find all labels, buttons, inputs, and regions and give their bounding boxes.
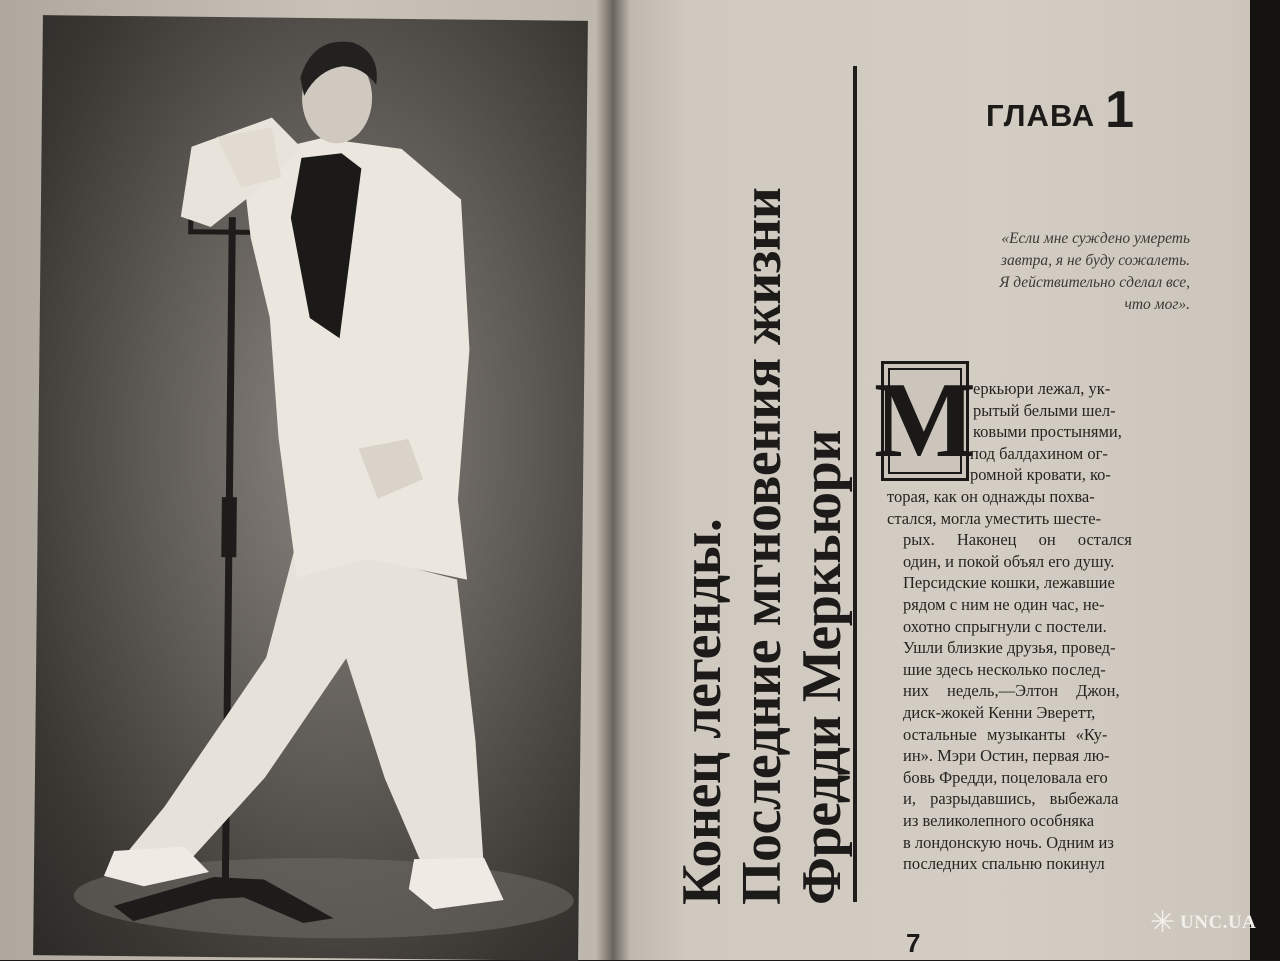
- title-line-2: Последние мгновения жизни: [731, 187, 793, 905]
- body-line: Персидские кошки, лежавшие: [903, 573, 1115, 593]
- body-line: охотно спрыгнули с постели.: [903, 616, 1107, 636]
- epigraph-line: завтра, я не буду сожалеть.: [1000, 252, 1190, 269]
- watermark: UNC.UA: [1180, 912, 1257, 933]
- body-line: в лондонскую ночь. Одним из: [903, 832, 1114, 852]
- title-line-3: Фредди Меркьюри: [791, 430, 853, 905]
- book-gutter: [596, 0, 630, 960]
- body-line: рядом с ним не один час, не-: [903, 595, 1105, 614]
- epigraph-line: «Если мне суждено умереть: [1001, 230, 1190, 247]
- epigraph-line: Я действительно сделал все,: [999, 274, 1190, 291]
- body-line: под балдахином ог-: [970, 443, 1108, 463]
- chapter-label: ГЛАВА: [986, 98, 1096, 133]
- body-line: диск-жокей Кенни Эверетт,: [903, 703, 1096, 722]
- background-edge: [1250, 0, 1280, 960]
- title-rule: [853, 66, 857, 902]
- epigraph-line: что мог».: [1124, 296, 1190, 313]
- chapter-heading: [986, 76, 1135, 139]
- body-line: еркьюри лежал, ук-: [973, 379, 1111, 398]
- body-line: из великолепного особняка: [903, 811, 1095, 830]
- body-line: ромной кровати, ко-: [970, 465, 1111, 485]
- body-line: бовь Фредди, поцеловала его: [903, 767, 1108, 787]
- photo-figure: [33, 15, 588, 961]
- watermark-star-icon: ✳: [1150, 906, 1176, 939]
- body-line: последних спальню покинул: [903, 854, 1105, 874]
- chapter-title: [672, 35, 852, 905]
- drop-cap: [874, 361, 976, 481]
- body-line: ин». Мэри Остин, первая лю-: [903, 746, 1110, 766]
- body-line: рытый белыми шел-: [973, 400, 1116, 420]
- body-line: и, разрыдавшись, выбежала: [903, 789, 1119, 809]
- title-line-1: Конец легенды.: [671, 518, 733, 905]
- left-page: [0, 0, 612, 960]
- body-line: шие здесь несколько послед-: [903, 659, 1106, 679]
- body-line: стался, могла уместить шесте-: [887, 508, 1102, 528]
- body-line: Ушли близкие друзья, провед-: [903, 638, 1116, 658]
- chapter-number: 1: [1105, 81, 1135, 139]
- body-line: рых. Наконец он остался: [903, 530, 1132, 550]
- photograph: [33, 15, 588, 961]
- epigraph: [870, 228, 1190, 316]
- body-line: торая, как он однажды похва-: [887, 487, 1095, 506]
- body-line: остальные музыканты «Ку-: [903, 724, 1108, 744]
- body-line: них недель,—Элтон Джон,: [903, 681, 1120, 701]
- body-line: ковыми простынями,: [973, 422, 1122, 442]
- drop-cap-letter: М: [874, 361, 976, 480]
- body-line: один, и покой объял его душу.: [903, 551, 1115, 571]
- page-number: 7: [906, 928, 921, 958]
